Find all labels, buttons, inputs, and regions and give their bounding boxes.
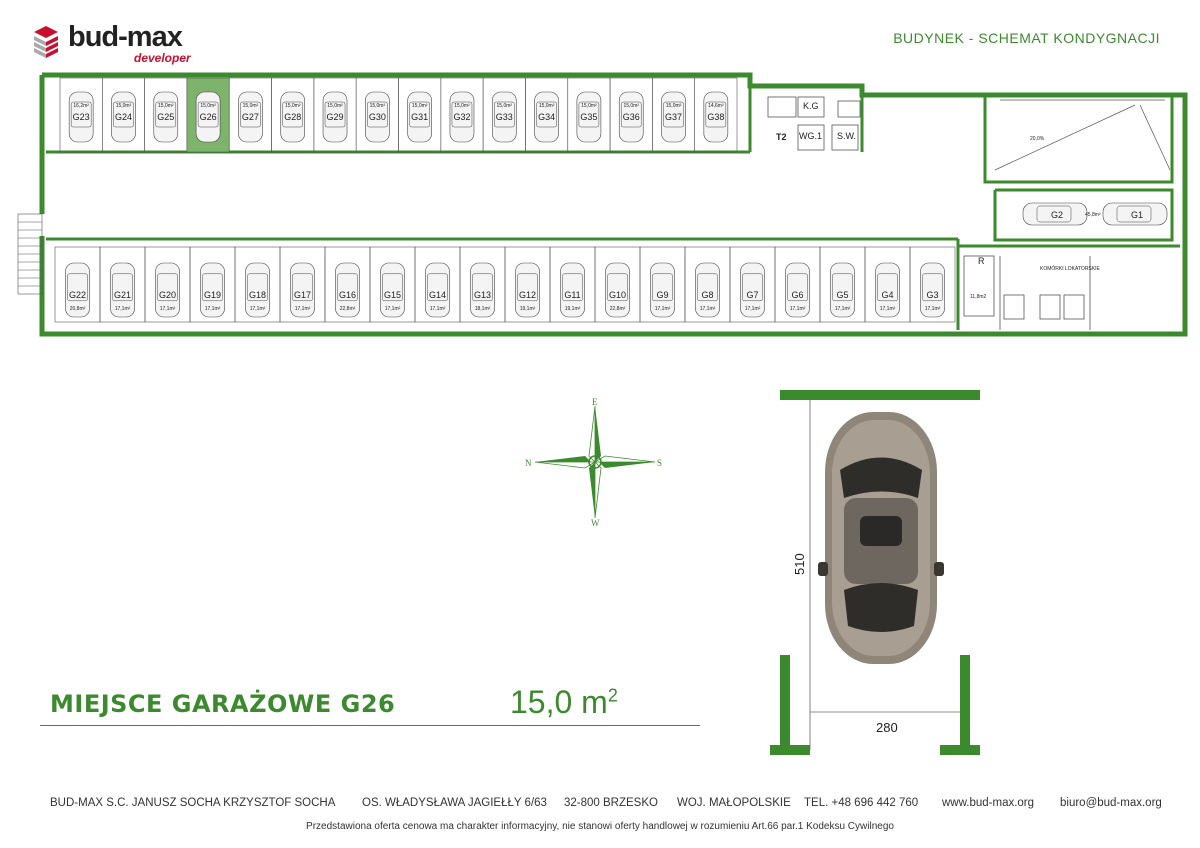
room-wg: WG.1	[799, 131, 823, 141]
compass-rose	[525, 396, 665, 528]
spot-area-label: 17,1m²	[789, 306, 806, 312]
room-t2: T2	[776, 132, 787, 142]
spot-label: G37	[665, 112, 683, 122]
spot-area-label: 17,1m²	[204, 306, 221, 312]
spot-area-label: 20,8m²	[69, 306, 86, 312]
footer-phone: TEL. +48 696 442 760	[804, 797, 919, 809]
spot-area-label: 15,0m²	[623, 103, 639, 109]
spot-area-label: 15,0m²	[665, 103, 682, 109]
spot-label: G28	[284, 112, 302, 122]
spot-label: G12	[518, 290, 537, 300]
spot-label: G11	[564, 290, 581, 300]
car-top-view	[818, 412, 944, 664]
footer-company: BUD-MAX S.C. JANUSZ SOCHA KRZYSZTOF SOCHA	[50, 797, 336, 809]
parking-spot-g5[interactable]	[820, 247, 865, 322]
entry-stairs	[18, 214, 42, 294]
parking-spot-g17[interactable]	[280, 247, 325, 322]
parking-spot-g3[interactable]	[910, 247, 955, 322]
parking-spot-g16[interactable]	[325, 247, 370, 322]
spot-area-label: 15,0m²	[200, 103, 216, 109]
parking-spot-g31[interactable]	[399, 78, 441, 152]
spot-label: G5	[836, 290, 849, 300]
room-sw: S.W.	[837, 131, 857, 141]
spot-area-label: 15,0m²	[242, 103, 259, 109]
spot-label: G33	[495, 112, 513, 122]
parking-spot-g34[interactable]	[525, 78, 567, 152]
parking-spot-g1[interactable]	[1103, 203, 1167, 225]
parking-spot-g22[interactable]	[55, 247, 100, 322]
spot-area-label: 15,0m²	[454, 103, 470, 109]
room-komorki: KOMÓRKI LOKATORSKIE	[1040, 266, 1100, 272]
parking-spot-g25[interactable]	[145, 78, 187, 152]
spot-label: G22	[68, 290, 87, 300]
spot-area-label: 17,1m²	[699, 306, 716, 312]
spot-label: G6	[791, 290, 804, 300]
spot-area-label: 18,1m²	[474, 306, 491, 312]
spot-label: G13	[473, 290, 492, 300]
spot-area-label: 15,0m²	[115, 103, 132, 109]
spot-area-label: 17,1m²	[384, 306, 401, 312]
spot-area-label: 15,0m²	[411, 103, 428, 109]
page-title: BUDYNEK - SCHEMAT KONDYGNACJI	[893, 30, 1160, 46]
parking-spot-g13[interactable]	[460, 247, 505, 322]
compass-e: E	[592, 397, 598, 407]
spot-label: G25	[157, 112, 175, 122]
spot-label: G17	[293, 290, 312, 300]
footer-email[interactable]: biuro@bud-max.org	[1060, 797, 1162, 809]
parking-spot-g8[interactable]	[685, 247, 730, 322]
spot-length: 510	[792, 553, 807, 575]
footer-website[interactable]: www.bud-max.org	[942, 797, 1035, 809]
parking-spot-g33[interactable]	[483, 78, 525, 152]
spot-label: G32	[453, 112, 471, 122]
spot-detail-drawing	[770, 390, 980, 760]
spot-label: G14	[428, 290, 447, 300]
spot-label: G38	[707, 112, 725, 122]
brand-subtitle: developer	[134, 51, 191, 65]
brand-name: bud-max	[68, 21, 182, 53]
spot-label: G26	[199, 112, 217, 122]
parking-spot-g23[interactable]	[60, 78, 102, 152]
title-underline	[40, 725, 700, 726]
spot-area-label: 17,1m²	[294, 306, 311, 312]
spot-area-label: 19,1m²	[519, 306, 536, 312]
parking-spot-g29[interactable]	[314, 78, 356, 152]
spot-label: G31	[411, 112, 429, 122]
spot-area-label: 15,0m²	[538, 103, 555, 109]
parking-spot-g26[interactable]	[187, 78, 229, 152]
parking-spot-g10[interactable]	[595, 247, 640, 322]
spot-area: 15,0 $m^2$	[510, 684, 618, 720]
spot-area-label: 15,0m²	[284, 103, 301, 109]
room-r-area: 11,8m2	[970, 294, 987, 300]
parking-spot-g36[interactable]	[610, 78, 652, 152]
footer-city: 32-800 BRZESKO	[564, 797, 658, 809]
spot-area-label: 17,1m²	[654, 306, 671, 312]
spot-label: G3	[926, 290, 939, 300]
spot-area-label: 19,1m²	[564, 306, 581, 312]
spot-label: G4	[881, 290, 894, 300]
parking-spot-g37[interactable]	[652, 78, 694, 152]
parking-spot-g15[interactable]	[370, 247, 415, 322]
parking-spot-g32[interactable]	[441, 78, 483, 152]
spot-label: G23	[72, 112, 90, 122]
spot-label: G2	[1050, 210, 1064, 220]
room-kg: K.G	[803, 101, 819, 111]
spot-label: G30	[368, 112, 386, 122]
spot-area-label: 17,1m²	[744, 306, 761, 312]
spot-label: G21	[113, 290, 132, 300]
spot-title: MIEJSCE GARAŻOWE G26	[50, 690, 396, 718]
spot-area-label: 14,6m²	[708, 103, 724, 109]
footer-address: OS. WŁADYSŁAWA JAGIEŁŁY 6/63	[362, 797, 547, 809]
spot-label: G7	[746, 290, 759, 300]
ramp-slope: 20,0%	[1030, 136, 1045, 142]
spot-area-label: 17,1m²	[249, 306, 266, 312]
parking-spot-g19[interactable]	[190, 247, 235, 322]
spot-label: G34	[538, 112, 556, 122]
spot-label: G16	[338, 290, 357, 300]
footer-region: WOJ. MAŁOPOLSKIE	[677, 797, 791, 809]
spot-area-label: 15,0m²	[496, 103, 513, 109]
parking-spot-g12[interactable]	[505, 247, 550, 322]
top-parking-row	[60, 78, 737, 152]
parking-spot-g27[interactable]	[229, 78, 271, 152]
parking-spot-g28[interactable]	[272, 78, 314, 152]
spot-area-label: 17,1m²	[879, 306, 896, 312]
spot-label: G10	[608, 290, 627, 300]
parking-spot-g24[interactable]	[102, 78, 144, 152]
spot-area-label: 22,8m²	[339, 306, 356, 312]
spot-area-label: 15,0m²	[581, 103, 597, 109]
spot-area-label: 17,1m²	[429, 306, 446, 312]
spot-area-label: 17,1m²	[159, 306, 176, 312]
parking-spot-g20[interactable]	[145, 247, 190, 322]
spot-area-label: 17,1m²	[924, 306, 941, 312]
parking-spot-g7[interactable]	[730, 247, 775, 322]
spot-label: G24	[114, 112, 132, 122]
parking-spot-g21[interactable]	[100, 247, 145, 322]
spot-label: G8	[701, 290, 714, 300]
spot-area-label: 16,2m²	[73, 103, 89, 109]
spot-label: G1	[1130, 210, 1144, 220]
parking-spot-g11[interactable]	[550, 247, 595, 322]
parking-spot-g38[interactable]	[695, 78, 737, 152]
double-area: 45,8m²	[1085, 212, 1101, 218]
parking-spot-g6[interactable]	[775, 247, 820, 322]
parking-spot-g4[interactable]	[865, 247, 910, 322]
spot-label: G19	[203, 290, 222, 300]
parking-spot-g9[interactable]	[640, 247, 685, 322]
parking-spot-g2[interactable]	[1023, 203, 1087, 225]
spot-area-label: 15,0m²	[158, 103, 174, 109]
parking-spot-g14[interactable]	[415, 247, 460, 322]
spot-label: G18	[248, 290, 267, 300]
spot-label: G29	[326, 112, 344, 122]
spot-label: G27	[241, 112, 259, 122]
spot-area-label: 15,0m²	[327, 103, 343, 109]
entry-ramp	[995, 100, 1170, 170]
spot-label: G35	[580, 112, 598, 122]
compass-n: N	[525, 458, 532, 468]
room-r: R	[978, 256, 985, 266]
disclaimer: Przedstawiona oferta cenowa ma charakter informacyjny, nie stanowi oferty handlowej w rozumieniu Art.66 par.1 Kodeksu Cywilnego	[306, 821, 894, 832]
compass-s: S	[657, 458, 663, 468]
parking-spot-g35[interactable]	[568, 78, 610, 152]
bottom-parking-row	[55, 247, 955, 322]
spot-label: G9	[656, 290, 669, 300]
spot-area-label: 22,8m²	[609, 306, 626, 312]
spot-width: 280	[876, 720, 898, 735]
spot-area-label: 17,1m²	[114, 306, 131, 312]
spot-area-label: 17,1m²	[834, 306, 851, 312]
spot-label: G15	[383, 290, 402, 300]
spot-label: G36	[622, 112, 640, 122]
parking-spot-g30[interactable]	[356, 78, 398, 152]
parking-spot-g18[interactable]	[235, 247, 280, 322]
compass-w: W	[591, 518, 600, 528]
spot-area-label: 15,0m²	[369, 103, 386, 109]
spot-label: G20	[158, 290, 177, 300]
